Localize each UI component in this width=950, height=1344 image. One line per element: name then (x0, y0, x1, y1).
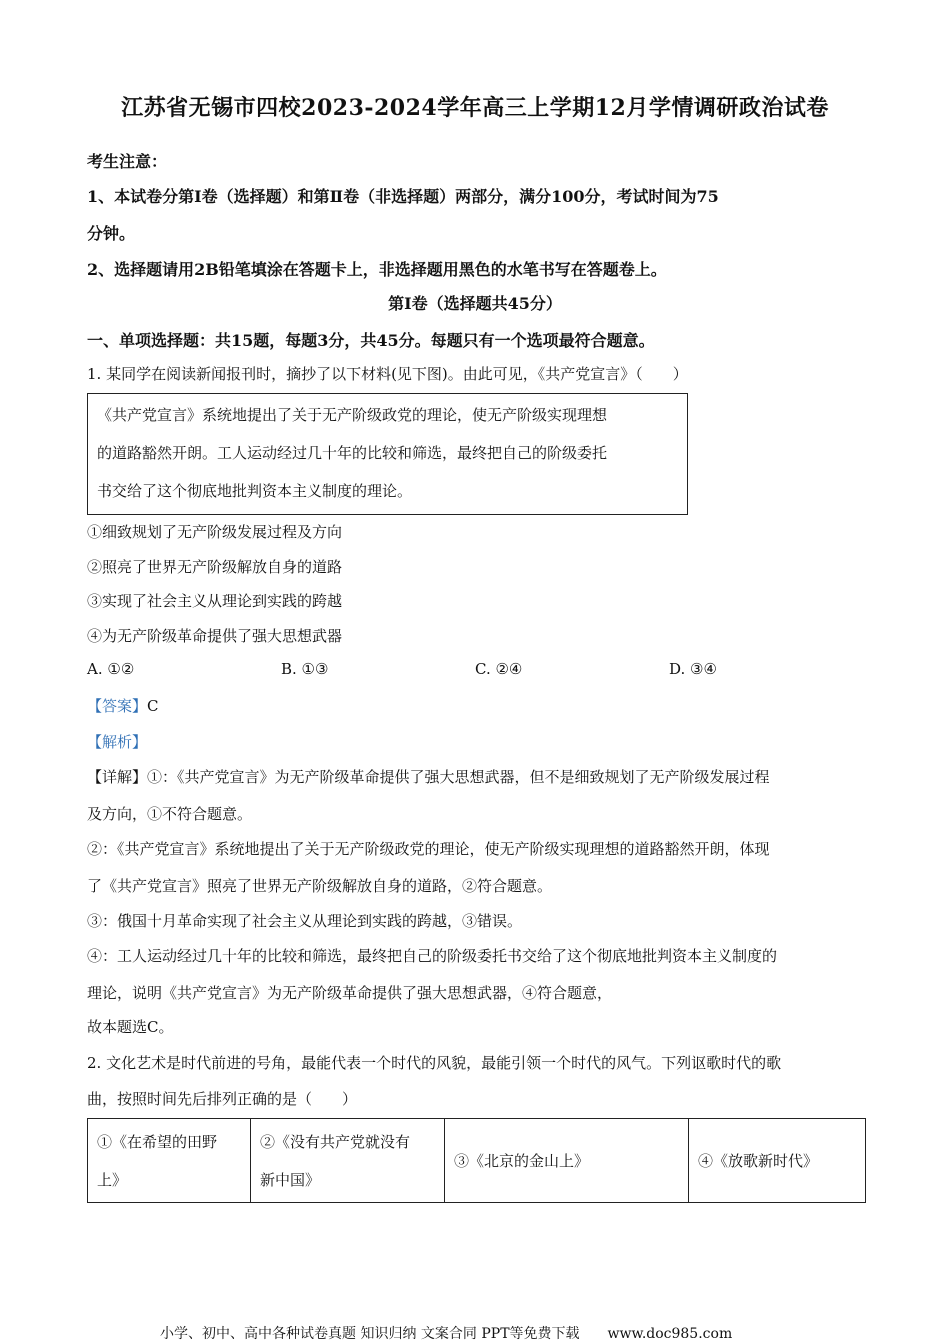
option-d: D. ③④ (669, 660, 717, 678)
explain-line: 了《共产党宣言》照亮了世界无产阶级解放自身的道路，②符合题意。 (87, 877, 553, 895)
table-row (88, 1119, 866, 1203)
explain-line: ②：《共产党宣言》系统地提出了关于无产阶级政党的理论，使无产阶级实现理想的道路豁然开朗，体现 (87, 840, 770, 858)
option-b: B. ①③ (281, 660, 329, 678)
question-2-stem: 2. 文化艺术是时代前进的号角，最能代表一个时代的风貌，最能引领一个时代的风气。下列讴歌时代的歌 (87, 1054, 782, 1072)
answer-label: 【答案】 (87, 697, 148, 715)
statement-3: ③实现了社会主义从理论到实践的跨越 (87, 592, 343, 610)
song-cell-text: 新中国》 (260, 1170, 321, 1189)
question-1-stem: 1. 某同学在阅读新闻报刊时，摘抄了以下材料(见下图)。由此可见，《共产党宣言》（ ） (87, 365, 688, 383)
explain-line: 及方向，①不符合题意。 (87, 805, 253, 823)
quote-line: 书交给了这个彻底地批判资本主义制度的理论。 (97, 482, 413, 500)
explain-line: ③：俄国十月革命实现了社会主义从理论到实践的跨越，③错误。 (87, 912, 523, 930)
notice-item-2: 2、选择题请用2B铅笔填涂在答题卡上，非选择题用黑色的水笔书写在答题卷上。 (87, 260, 667, 279)
quote-box (87, 393, 688, 515)
song-cell-text: ④《放歌新时代》 (698, 1151, 819, 1170)
statement-1: ①细致规划了无产阶级发展过程及方向 (87, 523, 343, 541)
analysis-label: 【解析】 (87, 733, 148, 751)
notice-item-1: 1、本试卷分第Ⅰ卷（选择题）和第Ⅱ卷（非选择题）两部分，满分100分，考试时间为75 (87, 187, 719, 206)
statement-4: ④为无产阶级革命提供了强大思想武器 (87, 627, 343, 645)
song-cell-3 (445, 1119, 689, 1203)
statement-2: ②照亮了世界无产阶级解放自身的道路 (87, 558, 343, 576)
option-c: C. ②④ (475, 660, 523, 678)
part-title: 一、单项选择题：共15题，每题3分，共45分。每题只有一个选项最符合题意。 (87, 331, 655, 350)
songs-table (87, 1118, 866, 1203)
question-2-stem-cont: 曲，按照时间先后排列正确的是（ ） (87, 1090, 358, 1108)
song-cell-4 (689, 1119, 866, 1203)
explain-line: 故本题选C。 (87, 1018, 174, 1036)
notice-item-1-cont: 分钟。 (87, 224, 136, 243)
notice-heading: 考生注意： (87, 152, 168, 171)
document-title: 江苏省无锡市四校2023-2024学年高三上学期12月学情调研政治试卷 (121, 95, 829, 121)
explain-line: ④：工人运动经过几十年的比较和筛选，最终把自己的阶级委托书交给了这个彻底地批判资本主义制度的 (87, 947, 778, 965)
quote-line: 《共产党宣言》系统地提出了关于无产阶级政党的理论，使无产阶级实现理想 (97, 406, 608, 424)
answer-line (87, 695, 159, 716)
song-cell-text: ②《没有共产党就没有 (260, 1132, 411, 1151)
song-cell-text: 上》 (97, 1170, 128, 1189)
answer-value: C (147, 697, 159, 715)
quote-line: 的道路豁然开朗。工人运动经过几十年的比较和筛选，最终把自己的阶级委托 (97, 444, 608, 462)
song-cell-text: ①《在希望的田野 (97, 1132, 218, 1151)
song-cell-1 (88, 1119, 251, 1203)
explain-line: 【详解】①：《共产党宣言》为无产阶级革命提供了强大思想武器，但不是细致规划了无产阶级发展过程 (87, 768, 770, 786)
explain-line: 理论，说明《共产党宣言》为无产阶级革命提供了强大思想武器，④符合题意， (87, 984, 613, 1002)
option-a: A. ①② (87, 660, 135, 678)
footer-text: 小学、初中、高中各种试卷真题 知识归纳 文案合同 PPT等免费下载 www.doc985.com (160, 1326, 733, 1342)
song-cell-text: ③《北京的金山上》 (454, 1151, 590, 1170)
volume-title: 第Ⅰ卷（选择题共45分） (388, 294, 562, 313)
song-cell-2 (251, 1119, 445, 1203)
